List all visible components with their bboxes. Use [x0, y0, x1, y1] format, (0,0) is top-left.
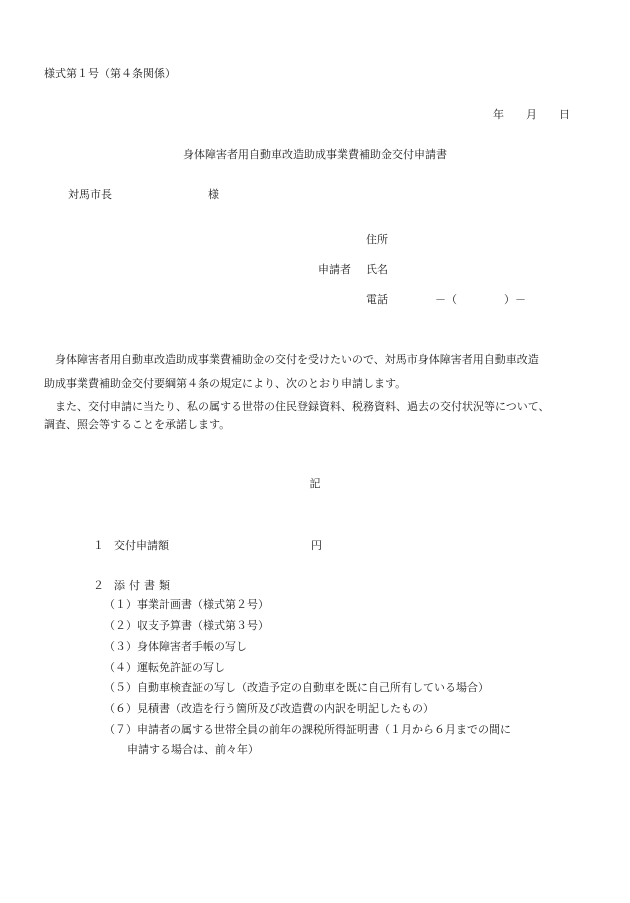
- item-1-number: １: [93, 539, 104, 552]
- applicant-label: 申請者: [318, 263, 351, 276]
- date-day-label: 日: [559, 108, 570, 121]
- name-label: 氏名: [366, 263, 388, 276]
- body-paragraph-line: また、交付申請に当たり、私の属する世帯の住民登録資料、税務資料、過去の交付状況等について、: [44, 400, 550, 413]
- body-paragraph-line: 調査、照会等することを承諾します。: [44, 418, 231, 431]
- item-1-label: 交付申請額: [114, 539, 169, 552]
- attachment-item: （５）自動車検査証の写し（改造予定の自動車を既に自己所有している場合）: [104, 681, 489, 694]
- phone-label: 電話: [366, 293, 388, 306]
- attachment-item: （２）収支予算書（様式第３号）: [104, 619, 269, 632]
- phone-separator-open: －（: [435, 293, 457, 306]
- attachment-item: （１）事業計画書（様式第２号）: [104, 598, 269, 611]
- attachment-item: （４）運転免許証の写し: [104, 661, 225, 674]
- document-title: 身体障害者用自動車改造助成事業費補助金交付申請書: [183, 148, 447, 161]
- attachment-item: （３）身体障害者手帳の写し: [104, 640, 247, 653]
- address-label: 住所: [366, 233, 388, 246]
- phone-separator-close: ）－: [504, 293, 526, 306]
- addressee-name: 対馬市長: [68, 188, 112, 201]
- kigo-heading: 記: [309, 477, 321, 490]
- date-year-label: 年: [493, 108, 504, 121]
- item-2-label: 添付書類: [114, 579, 174, 592]
- date-month-label: 月: [526, 108, 537, 121]
- date-line: [493, 109, 570, 120]
- body-paragraph-line: 助成事業費補助金交付要綱第４条の規定により、次のとおり申請します。: [44, 377, 407, 390]
- attachment-item: （７）申請者の属する世帯全員の前年の課税所得証明書（１月から６月までの間に: [104, 723, 511, 736]
- attachment-item-continuation: 申請する場合は、前々年）: [127, 743, 259, 756]
- item-2-number: ２: [93, 579, 104, 592]
- attachment-item: （６）見積書（改造を行う箇所及び改造費の内訳を明記したもの）: [104, 702, 434, 715]
- form-number: 様式第１号（第４条関係）: [44, 67, 176, 80]
- item-1-unit: 円: [311, 539, 322, 552]
- addressee-honorific: 様: [208, 188, 219, 201]
- body-paragraph-line: 身体障害者用自動車改造助成事業費補助金の交付を受けたいので、対馬市身体障害者用自動車改造: [44, 353, 539, 366]
